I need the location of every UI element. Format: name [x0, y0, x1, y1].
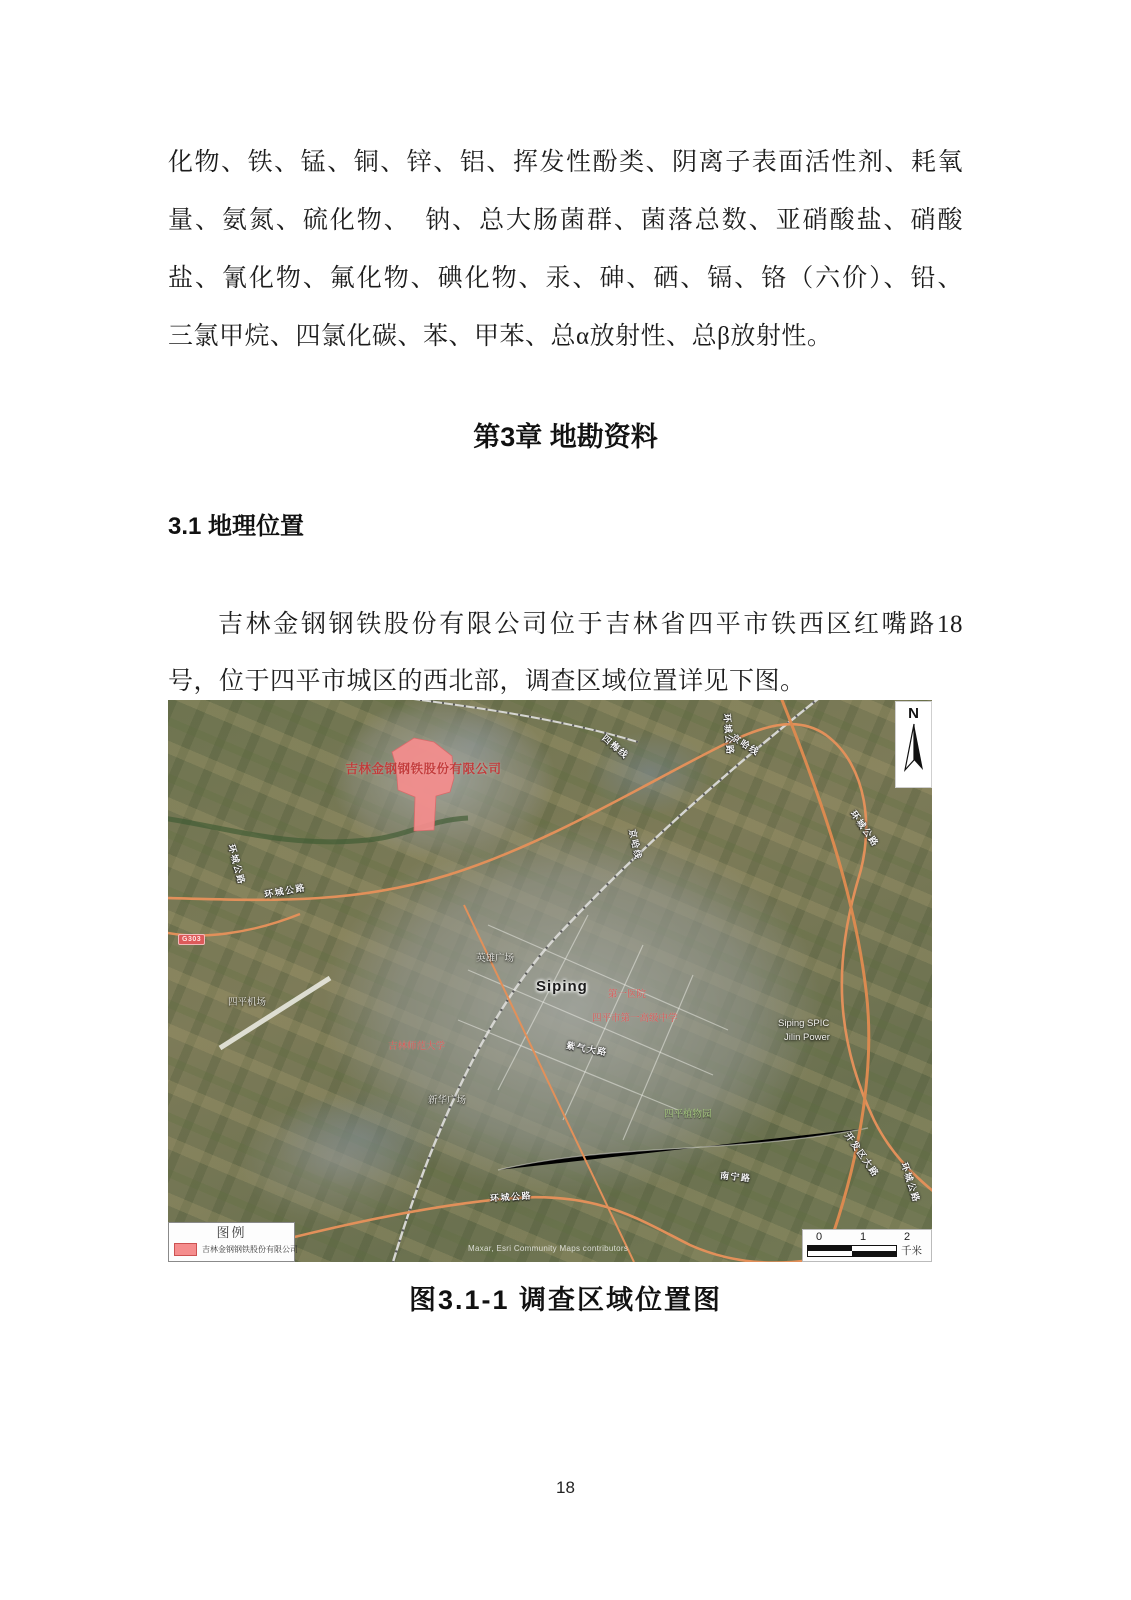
map-label: 环城公路: [848, 808, 881, 849]
paragraph-line: 吉林金钢钢铁股份有限公司位于吉林省四平市铁西区红嘴路18: [218, 611, 963, 638]
railway-ticks: [393, 700, 823, 1262]
map-legend: [168, 1222, 298, 1262]
map-label: 四梅线: [600, 732, 631, 761]
railway-branch-ticks: [383, 700, 638, 742]
map-label: 环城公路: [721, 713, 736, 756]
paragraph-line: 号，位于四平市城区的西北部，调查区域位置详见下图。: [168, 668, 806, 695]
map-label: 第一医院: [608, 989, 647, 1000]
company-site-polygon: [392, 738, 454, 831]
company-site-label: 吉林金钢钢铁股份有限公司: [345, 762, 502, 776]
map-label: 四平机场: [228, 997, 267, 1008]
map-label: 京哈线: [627, 828, 644, 862]
paragraph-line: 化物、铁、锰、铜、锌、铝、挥发性酚类、阴离子表面活性剂、耗氧: [168, 149, 963, 176]
location-paragraph: [168, 596, 963, 710]
map-label: 吉林师范大学: [388, 1041, 446, 1052]
page-number: 18: [556, 1478, 575, 1497]
scale-tick-labels: [807, 1231, 927, 1245]
airport-runway: [220, 978, 330, 1048]
map-label: 环城公路: [226, 843, 247, 887]
railway-line: [393, 700, 823, 1262]
map-label: 开发区大路: [842, 1130, 882, 1180]
chapter-heading: 第3章 地勘资料: [473, 422, 658, 452]
scale-tick: 1: [859, 1231, 867, 1243]
map-label: 环城公路: [489, 1190, 533, 1204]
paragraph-line: 三氯甲烷、四氯化碳、苯、甲苯、总α放射性、总β放射性。: [168, 323, 833, 350]
map-label: 京哈线: [729, 732, 762, 758]
paragraph-line: 盐、氰化物、氟化物、碘化物、汞、砷、硒、镉、铬（六价）、铅、: [168, 265, 963, 292]
g303-road: [168, 914, 300, 935]
map-label: 四平市第一高级中学: [592, 1013, 678, 1024]
north-arrow: [895, 701, 932, 788]
map-label: 紫气大路: [565, 1040, 609, 1058]
map-label: 南宁路: [719, 1170, 752, 1184]
location-map-figure: [168, 700, 963, 1262]
map-label: Jilin Power: [784, 1032, 830, 1043]
scale-tick: 0: [815, 1231, 823, 1243]
map-label: 环城公路: [899, 1161, 922, 1205]
legend-item: [174, 1243, 298, 1256]
satellite-map: [168, 700, 932, 1262]
map-attribution: Maxar, Esri Community Maps contributors: [468, 1244, 629, 1253]
map-label: 四平植物园: [664, 1109, 712, 1120]
map-label: 环城公路: [263, 882, 307, 900]
scale-bar-graphic: [807, 1245, 897, 1257]
railway-branch: [383, 700, 638, 742]
route-shield-g303: G303: [178, 934, 205, 945]
map-scale-bar: [802, 1229, 932, 1262]
legend-color-swatch: [174, 1243, 197, 1256]
figure-caption: 图3.1-1 调查区域位置图: [408, 1285, 723, 1315]
scale-unit-label: 千米: [901, 1245, 922, 1257]
section-heading: 3.1 地理位置: [168, 513, 305, 540]
expressway: [780, 700, 869, 1262]
north-arrow-icon: [903, 722, 925, 774]
legend-item-label: 吉林金钢钢铁股份有限公司: [202, 1245, 298, 1254]
water-quality-parameters-paragraph: [168, 0, 963, 366]
paragraph-line: 量、氨氮、硫化物、 钠、总大肠菌群、菌落总数、亚硝酸盐、硝酸: [168, 207, 963, 234]
map-label: 新华广场: [428, 1095, 467, 1106]
map-label: Siping SPIC: [778, 1018, 830, 1029]
legend-title: 图例: [216, 1225, 247, 1240]
scale-tick: 2: [903, 1231, 911, 1243]
north-arrow-label: N: [908, 705, 919, 722]
map-label: 英雄广场: [476, 953, 515, 964]
city-label-siping: Siping: [536, 978, 588, 995]
